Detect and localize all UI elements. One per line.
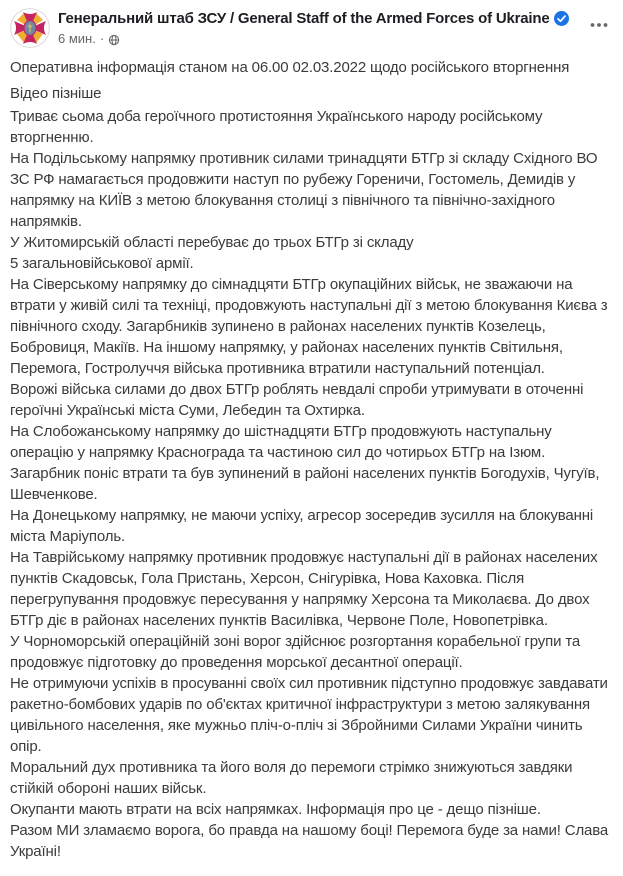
post-text-line: Оперативна інформація станом на 06.00 02.03.2022 щодо російського вторгнення — [10, 59, 570, 76]
post-text-line: Разом МИ зламаємо ворога, бо правда на нашому боці! Перемога буде за нами! Слава Україні! — [10, 822, 609, 860]
post-text-line: На Слобожанському напрямку до шістнадцяти БТГр продовжують наступальну операцію у напрямку Краснограда та частиною сил до чотирьох БТГр на Ізюм. Загарбник поніс втрати та був зупинений в районі населених пунктів Богодухів, Чугуїв, Шевченкове. — [10, 423, 600, 503]
post-text-line: На Таврійському напрямку противник продовжує наступальні дії в районах населених пунктів Скадовськ, Гола Пристань, Херсон, Снігурівка, Нова Каховка. Після перегрупування продовжує пересування у напрямку Херсона та Миколаєва. До двох БТГр діє в районах населених пунктів Василівка, Червоне Поле, Новопетрівка. — [10, 549, 598, 629]
post-text-line: На Донецькому напрямку, не маючи успіху, агресор зосередив зусилля на блокуванні міста Маріуполь. — [10, 507, 594, 545]
post-header-meta — [58, 8, 613, 47]
author-row — [58, 9, 613, 28]
post-text-line: Моральний дух противника та його воля до перемоги стрімко знижуються завдяки стійкій обороні наших військ. — [10, 759, 573, 797]
timestamp-link[interactable]: 6 мин. — [58, 31, 96, 46]
post-text-line: 5 загальновійськової армії. — [10, 255, 194, 272]
post-meta-row — [58, 31, 613, 47]
post-body — [0, 50, 623, 876]
post-text-line: На Сіверському напрямку до сімнадцяти БТГр окупаційних військ, не зважаючи на втрати у живій силі та техніці, продовжують наступальні дії з метою блокування Києва з північного сходу. Загарбників зупинено в районах населених пунктів Козелець, Бобровиця, Макіїв. На іншому напрямку, у районах населених пунктів Світильня, Перемога, Гостролуччя війська противника втратили наступальний потенціал. — [10, 276, 608, 377]
globe-icon — [108, 34, 120, 46]
ellipsis-icon — [589, 15, 609, 38]
post-text-line: На Подільському напрямку противник силами тринадцяти БТГр зі складу Східного ВО ЗС РФ намагається продовжити наступ по рубежу Гореничи, Гостомель, Демидів у напрямку на КИЇВ з метою блокування столиці з північного та північно-західного напрямків. — [10, 150, 598, 230]
page-name-link[interactable]: Генеральний штаб ЗСУ / General Staff of the Armed Forces of Ukraine — [58, 10, 550, 27]
page-avatar[interactable] — [10, 8, 50, 48]
post-text-line: Окупанти мають втрати на всіх напрямках. Інформація про це - дещо пізніше. — [10, 801, 541, 818]
post-header — [0, 0, 623, 50]
post-text-line: У Житомирській області перебуває до трьох БТГр зі складу — [10, 234, 414, 251]
post-text-line: Відео пізніше — [10, 85, 102, 102]
post-text-line: Не отримуючи успіхів в просуванні своїх сил противник підступно продовжує завдавати ракетно-бомбових ударів по об'єктах критичної інфраструктури з метою залякування цивільного населення, яке мужньо пліч-о-пліч зі Збройними Силами України чинить опір. — [10, 675, 608, 755]
post-text-line: У Чорноморській операційній зоні ворог здійснює розгортання корабельної групи та продовжує підготовку до проведення морської десантної операції. — [10, 633, 581, 671]
post-text-line: Триває сьома доба героїчного протистояння Українського народу російському вторгненню. — [10, 108, 543, 146]
post-text-line: Ворожі війська силами до двох БТГр роблять невдалі спроби утримувати в оточенні героїчні Українські міста Суми, Лебедин та Охтирка. — [10, 381, 584, 419]
dot-separator: · — [99, 31, 105, 46]
post-options-button[interactable] — [585, 14, 613, 38]
verified-badge-icon — [554, 11, 569, 26]
ukraine-general-staff-emblem-icon — [10, 8, 50, 48]
